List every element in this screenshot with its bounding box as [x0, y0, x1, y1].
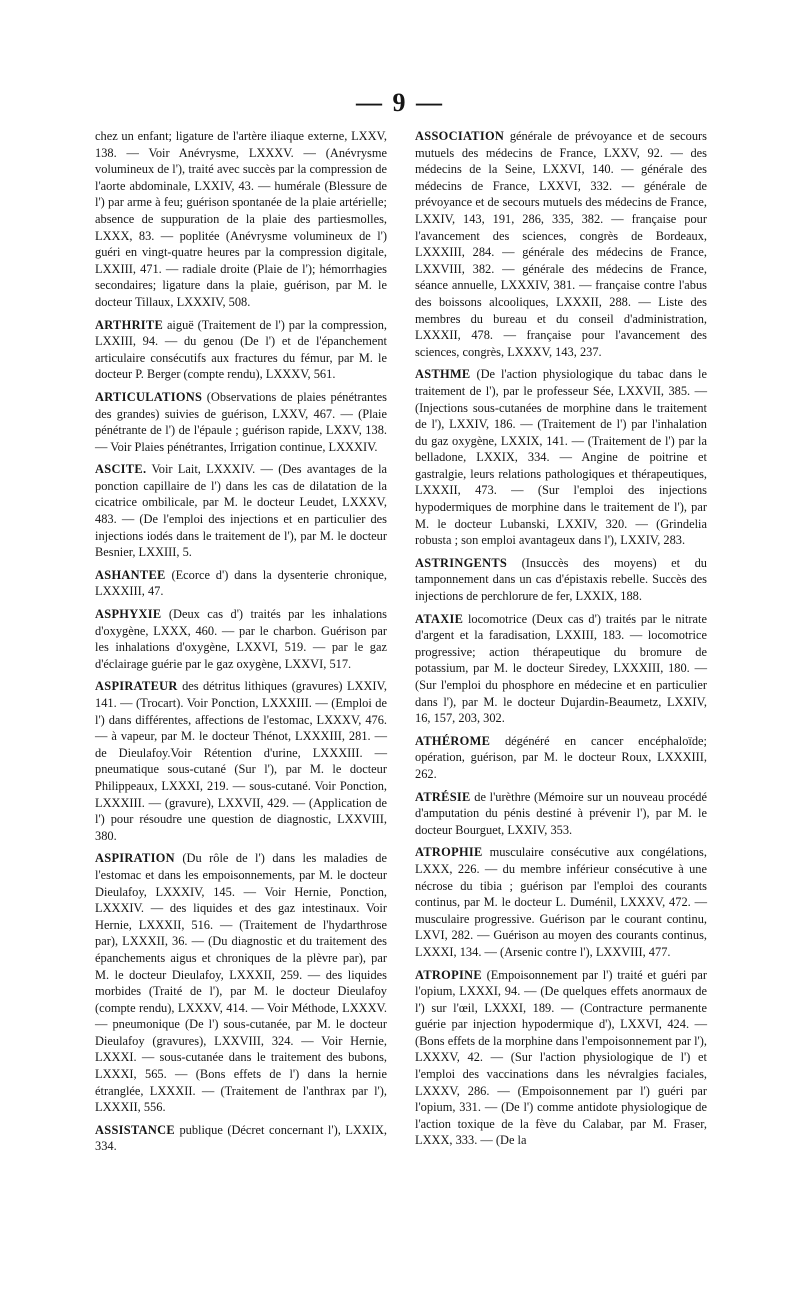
right-column: [415, 128, 707, 1155]
index-entry: ARTHRITE aiguë (Traitement de l') par la compression, LXXIII, 94. — du genou (De l') et de l'épanchement articulaire consécutifs aux fractures du fémur, par M. le docteur P. Berger (compte rendu), LXXXV, 561.: [95, 317, 387, 382]
left-column: [95, 128, 387, 1161]
index-entry: ATROPHIE musculaire consécutive aux congélations, LXXX, 226. — du membre inférieur consécutive à une nécrose du tibia ; guérison par l'emploi des courants continus, par M. le docteur L. Duménil, LXXXV, 472. — musculaire progressive. Guérison par le courant continu, LXVI, 282. — Guérison au moyen des courants continus, LXXXI, 134. — (Arsenic contre l'), LXXVIII, 477.: [415, 845, 707, 959]
index-entry: ARTICULATIONS (Observations de plaies pénétrantes des grandes) suivies de guérison, LXXV, 467. — (Plaie pénétrante de l') de l'épaule ; guérison rapide, LXXV, 138. — Voir Plaies pénétrantes, Irrigation continue, LXXXIV.: [95, 389, 387, 454]
index-entry: ATHÉROME dégénéré en cancer encéphaloïde; opération, guérison, par M. le docteur Roux, LXXXIII, 262.: [415, 733, 707, 781]
page-number: — 9 —: [356, 88, 444, 117]
index-entry: ASTHME (De l'action physiologique du tabac dans le traitement de l'), par le professeur Sée, LXXVII, 385. — (Injections sous-cutanées de morphine dans le traitement de l'), LXXIV, 186. — (Traitement de l') par l'inhalation du gaz oxygène, LXXIX, 141. — (Traitement de l') par la belladone, LXXIX, 334. — Angine de poitrine et gastralgie, leurs relations pathologiques et thérapeutiques, LXXXII, 473. — (Sur l'emploi des injections hypodermiques de morphine dans le traitement de l'), par M. le docteur Lubanski, LXXIV, 320. — (Grindelia robusta ; son emploi avantageux dans l'), LXXIV, 283.: [415, 367, 707, 548]
entry-heading: ASPIRATEUR: [95, 679, 178, 694]
entry-heading: ATROPHIE: [415, 845, 483, 860]
index-entry: ASPIRATEUR des détritus lithiques (gravures) LXXIV, 141. — (Trocart). Voir Ponction, LXXXIII. — (Emploi de l') dans différentes, affections de l'estomac, LXXXV, 476. — à vapeur, par M. le docteur Thénot, LXXXIII, 281. — de Dieulafoy.Voir Rétention d'urine, LXXXIII. — pneumatique sous-cutané (Sur l'), par M. le docteur Philippeaux, LXXXI, 219. — sous-cutané. Voir Ponction, LXXXIII. — (gravure), LXXVII, 429. — (Application de l') pour résoudre une question de diagnostic, LXXVIII, 380.: [95, 679, 388, 843]
entry-heading: ASSISTANCE: [95, 1122, 175, 1137]
index-entry: ASHANTEE (Ecorce d') dans la dysenterie chronique, LXXXIII, 47.: [95, 567, 387, 599]
index-entry: ASSISTANCE publique (Décret concernant l'), LXXIX, 334.: [95, 1122, 387, 1154]
index-entry: ASPIRATION (Du rôle de l') dans les maladies de l'estomac et dans les empoisonnements, par M. le docteur Dieulafoy, LXXXIV, 145. — Voir Hernie, Ponction, LXXXIV. — des liquides et des gaz intestinaux. Voir Hernie, LXXXII, 516. — (Traitement de l'hydarthrose par), LXXXII, 36. — (Du diagnostic et du traitement des épanchements aigus et chroniques de la plèvre par), par M. le docteur Dieulafoy, LXXXII, 259. — des liquides morbides (Traité de l'), par M. le docteur Dieulafoy (compte rendu), LXXXV, 414. — Voir Méthode, LXXXV. — pneumonique (De l') sous-cutanée, par M. le docteur Dieulafoy (gravures), LXXVIII, 324. — Voir Hernie, LXXXI. — sous-cutanée dans le traitement des bubons, LXXXI, 565. — (Bons effets de l') dans la hernie étranglée, LXXXII. — (Traitement de l'anthrax par l'), LXXXII, 556.: [95, 851, 387, 1115]
index-entry: ASPHYXIE (Deux cas d') traités par les inhalations d'oxygène, LXXX, 460. — par le charbon. Guérison par les inhalations d'oxygène, LXXVI, 519. — par le gaz d'éclairage guérie par le gaz oxygène, LXXVI, 517.: [95, 607, 387, 671]
entry-heading: ATHÉROME: [415, 733, 491, 748]
index-entry: ASSOCIATION générale de prévoyance et de secours mutuels des médecins de France, LXXV, 92. — des médecins de la Seine, LXXVI, 140. — générale des médecins de France, LXXVI, 332. — générale de prévoyance et de secours mutuels des médecins de France, LXXIV, 143, 191, 286, 335, 382. — française pour l'avancement des sciences, congrès de Bordeaux, LXXXIII, 284. — générale des médecins de France, LXXVIII, 382. — générale des médecins de France, séance annuelle, LXXXIV, 381. — française contre l'abus des boissons alcooliques, LXXXII, 288. — Liste des membres du bureau et du conseil d'administration, LXXXII, 478. — française pour l'avancement des sciences, congrès, LXXXV, 143, 237.: [415, 129, 707, 359]
entry-heading: ASHANTEE: [95, 567, 166, 582]
entry-heading: ATAXIE: [415, 611, 464, 626]
entry-heading: ATRÉSIE: [415, 789, 471, 804]
entry-heading: ASSOCIATION: [415, 129, 505, 143]
entry-heading: ARTHRITE: [95, 317, 164, 332]
entry-heading: ASPIRATION: [95, 851, 175, 866]
index-entry: ASTRINGENTS (Insuccès des moyens) et du tamponnement dans un cas d'épistaxis rebelle. Succès des injections de perchlorure de fer, LXXIX, 188.: [415, 555, 707, 604]
index-entry: ATRÉSIE de l'urèthre (Mémoire sur un nouveau procédé d'amputation du pénis destiné à prévenir l'), par M. le docteur Bourguet, LXXIV, 353.: [415, 789, 707, 837]
index-entry: ATROPINE (Empoisonnement par l') traité et guéri par l'opium, LXXXI, 94. — (De quelques effets anormaux de l') sur l'œil, LXXXI, 189. — (Contracture permanente guérie par injection hypodermique d'), LXXVI, 424. — (Bons effets de la morphine dans l'empoisonnement par l'), LXXXV, 42. — (Sur l'action physiologique de l') et l'emploi des vaccinations dans les névralgies faciales, LXXXV, 286. — (Empoisonnement par l') guéri par l'opium, 331. — (De l') comme antidote physiologique de l'action toxique de la fève du Calabar, par M. Fraser, LXXX, 333. — (De la: [415, 967, 707, 1148]
entry-heading: ARTICULATIONS: [95, 389, 203, 404]
index-entry: ASCITE. Voir Lait, LXXXIV. — (Des avantages de la ponction capillaire de l') dans les cas de dilatation de la cicatrice ombilicale, par M. le docteur Leudet, LXXXV, 483. — (De l'emploi des injections et en particulier des injections iodés dans le traitement de l'), par M. le docteur Besnier, LXXIII, 5.: [95, 462, 388, 560]
index-entry: chez un enfant; ligature de l'artère iliaque externe, LXXV, 138. — Voir Anévrysme, LXXXV. — (Anévrysme volumineux de l'), traité avec succès par la compression de l'aorte abdominale, LXXIV, 43. — humérale (Blessure de l') par arme à feu; guérison spontanée de la plaie artérielle; absence de suppuration de la plaie des partiesmolles, LXXX, 83. — poplitée (Anévrysme volumineux de l') guéri en vingt-quatre heures par la compression digitale, LXXIII, 471. — radiale droite (Plaie de l'); hémorrhagies secondaires; ligature dans la plaie, guérison, par M. le docteur Tillaux, LXXXIV, 508.: [95, 129, 387, 309]
entry-heading: ATROPINE: [415, 967, 482, 982]
entry-heading: ASCITE.: [95, 462, 147, 477]
entry-heading: ASTRINGENTS: [415, 555, 508, 570]
entry-heading: ASPHYXIE: [95, 607, 162, 622]
index-entry: ATAXIE locomotrice (Deux cas d') traités par le nitrate d'argent et la faradisation, LXXIII, 183. — locomotrice progressive; action thérapeutique du bromure de potassium, par M. le docteur Siredey, LXXXIII, 180. — (Sur l'emploi du phosphore en médecine et en particulier dans l'), par M. le docteur Dujardin-Beaumetz, LXXIV, 16, 157, 203, 302.: [415, 611, 707, 726]
entry-heading: ASTHME: [415, 367, 471, 382]
